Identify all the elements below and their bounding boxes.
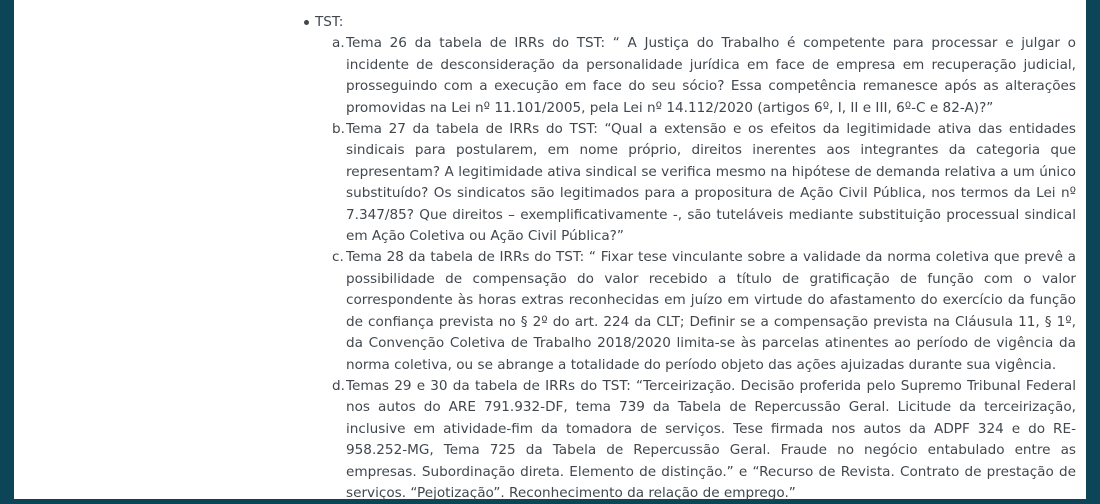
list-item-a xyxy=(315,33,1076,119)
article-body xyxy=(302,12,1076,504)
document-page xyxy=(14,0,1086,499)
list-item-text: Tema 28 da tabela de IRRs do TST: “ Fixar tese vinculante sobre a validade da norma coletiva que prevê a possibilidade de compensação do valor recebido a título de gratificação de função com o valor correspondente às horas extras reconhecidas em juízo em virtude do afastamento do exercício da função de confiança prevista no § 2º do art. 224 da CLT; Definir se a compensação prevista na Cláusula 11, § 1º, da Convenção Coletiva de Trabalho 2018/2020 limita-se às parcelas atinentes ao período de vigência da norma coletiva, ou se abrange a totalidade do período objeto das ações ajuizadas durante sua vigência. xyxy=(346,249,1076,373)
tst-label: TST: xyxy=(315,14,344,30)
list-marker: a. xyxy=(332,35,345,52)
bullet-dot-icon xyxy=(304,20,309,25)
list-item-text: Tema 27 da tabela de IRRs do TST: “Qual a extensão e os efeitos da legitimidade ativa das entidades sindicais para postularem, em nome próprio, direitos inerentes aos integrantes da categoria que representam? A legitimidade ativa sindical se verifica mesmo na hipótese de demanda relativa a um único substituído? Os sindicatos são legitimados para a propositura de Ação Civil Pública, nos termos da Lei nº 7.347/85? Que direitos – exemplificativamente -, são tuteláveis mediante substituição processual sindical em Ação Coletiva ou Ação Civil Pública?” xyxy=(346,121,1076,245)
list-item-d xyxy=(315,376,1076,504)
list-marker: c. xyxy=(332,249,344,266)
list-item-c xyxy=(315,247,1076,375)
list-item-b xyxy=(315,119,1076,247)
list-item-text: Tema 26 da tabela de IRRs do TST: “ A Justiça do Trabalho é competente para processar e julgar o incidente de desconsideração da personalidade jurídica em face de empresa em recuperação judicial, prosseguindo com a execução em face do seu sócio? Essa competência remanesce após as alterações promovidas na Lei nº 11.101/2005, pela Lei nº 14.112/2020 (artigos 6º, I, II e III, 6º-C e 82-A)?” xyxy=(346,35,1076,116)
tst-bullet-list xyxy=(302,12,1076,504)
list-marker: b. xyxy=(332,121,345,138)
irr-themes-list xyxy=(315,33,1076,504)
tst-bullet-item xyxy=(302,12,1076,504)
list-item-text: Temas 29 e 30 da tabela de IRRs do TST: “Terceirização. Decisão proferida pelo Supremo Tribunal Federal nos autos do ARE 791.932-DF, tema 739 da Tabela de Repercussão Geral. Licitude da terceirização, inclusive em atividade-fim da tomadora de serviços. Tese firmada nos autos da ADPF 324 e do RE-958.252-MG, Tema 725 da Tabela de Repercussão Geral. Fraude no negócio entabulado entre as empresas. Subordinação direta. Elemento de distinção.” e “Recurso de Revista. Contrato de prestação de serviços. “Pejotização”. Reconhecimento da relação de emprego.” xyxy=(346,377,1076,501)
list-marker: d. xyxy=(332,377,345,394)
